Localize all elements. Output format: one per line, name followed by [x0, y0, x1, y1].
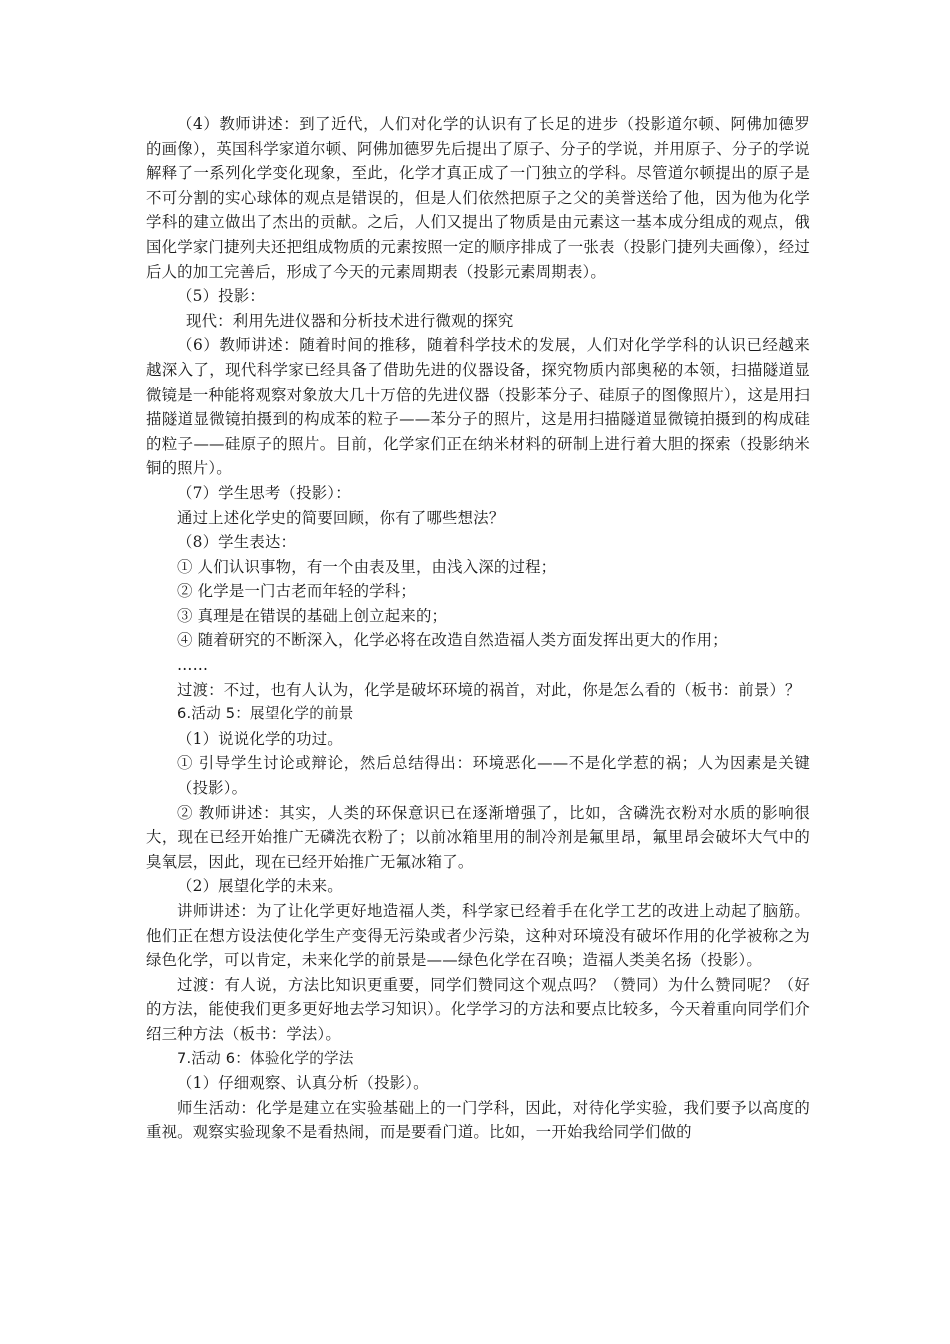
para-teacher-talk-4: （4）教师讲述：到了近代，人们对化学的认识有了长足的进步（投影道尔顿、阿佛加德罗的画像），英国科学家道尔顿、阿佛加德罗先后提出了原子、分子的学说，并用原子、分子的学说解释了一系列化学变化现象，至此，化学才真正成了一门独立的学科。尽管道尔顿提出的原子是不可分割的实心球体的观点是错误的，但是人们依然把原子之父的美誉送给了他，因为他为化学学科的建立做出了杰出的贡献。之后，人们又提出了物质是由元素这一基本成分组成的观点，俄国化学家门捷列夫还把组成物质的元素按照一定的顺序排成了一张表（投影门捷列夫画像），经过后人的加工完善后，形成了今天的元素周期表（投影元素周期表）。 [146, 115, 810, 281]
para-green-chemistry: 讲师讲述：为了让化学更好地造福人类，科学家已经着手在化学工艺的改进上动起了脑筋。他们正在想方设法使化学生产变得无污染或者少污染，这种对环境没有破坏作用的化学被称之为绿色化学，可以肯定，未来化学的前景是——绿色化学在召唤；造福人类美名扬（投影）。 [146, 902, 810, 970]
list-item-2: ② 化学是一门古老而年轻的学科； [177, 582, 416, 601]
document-page [146, 112, 810, 1145]
heading-activity-5: 6.活动 5：展望化学的前景 [177, 705, 354, 723]
para-merits: （1）说说化学的功过。 [177, 729, 343, 748]
para-transition-2: 过渡：有人说，方法比知识更重要，同学们赞同这个观点吗？（赞同）为什么赞同呢？（好的方法，能使我们更多更好地去学习知识）。化学学习的方法和要点比较多，今天着重向同学们介绍三种方法（板书：学法）。 [146, 975, 810, 1043]
para-teacher-talk-env: ② 教师讲述：其实，人类的环保意识已在逐渐增强了，比如，含磷洗衣粉对水质的影响很大，现在已经开始推广无磷洗衣粉了；以前冰箱里用的制冷剂是氟里昂，氟里昂会破坏大气中的臭氧层，因此，现在已经开始推广无氟冰箱了。 [146, 803, 810, 871]
para-projection-5: （5）投影： [177, 287, 265, 306]
list-item-3: ③ 真理是在错误的基础上创立起来的； [177, 606, 448, 625]
para-teacher-talk-6: （6）教师讲述：随着时间的推移，随着科学技术的发展，人们对化学学科的认识已经越来越深入了，现代科学家已经具备了借助先进的仪器设备，探究物质内部奥秘的本领，扫描隧道显微镜是一种能将观察对象放大几十万倍的先进仪器（投影苯分子、硅原子的图像照片），这是用扫描隧道显微镜拍摄到的构成苯的粒子——苯分子的照片，这是用扫描隧道显微镜拍摄到的构成硅的粒子——硅原子的照片。目前，化学家们正在纳米材料的研制上进行着大胆的探索（投影纳米铜的照片）。 [146, 336, 810, 478]
heading-activity-6: 7.活动 6：体验化学的学法 [177, 1049, 354, 1067]
para-transition-1: 过渡：不过，也有人认为，化学是破坏环境的祸首，对此，你是怎么看的（板书：前景）？ [177, 680, 801, 699]
list-item-4: ④ 随着研究的不断深入，化学必将在改造自然造福人类方面发挥出更大的作用； [177, 631, 728, 650]
para-question: 通过上述化学史的简要回顾，你有了哪些想法？ [177, 508, 505, 527]
para-future: （2）展望化学的未来。 [177, 877, 343, 896]
para-observe: （1）仔细观察、认真分析（投影）。 [177, 1074, 429, 1093]
para-student-express-8: （8）学生表达： [177, 533, 297, 552]
para-teacher-student: 师生活动：化学是建立在实验基础上的一门学科，因此，对待化学实验，我们要予以高度的重视。观察实验现象不是看热闹，而是要看门道。比如，一开始我给同学们做的 [146, 1098, 810, 1142]
para-student-think-7: （7）学生思考（投影）： [177, 483, 351, 502]
para-modern: 现代：利用先进仪器和分析技术进行微观的探究 [186, 311, 514, 330]
list-ellipsis: …… [177, 656, 209, 675]
list-item-1: ① 人们认识事物，有一个由表及里，由浅入深的过程； [177, 557, 557, 576]
para-guide-discussion: ① 引导学生讨论或辩论，然后总结得出：环境恶化——不是化学惹的祸；人为因素是关键（投影）。 [177, 754, 810, 798]
